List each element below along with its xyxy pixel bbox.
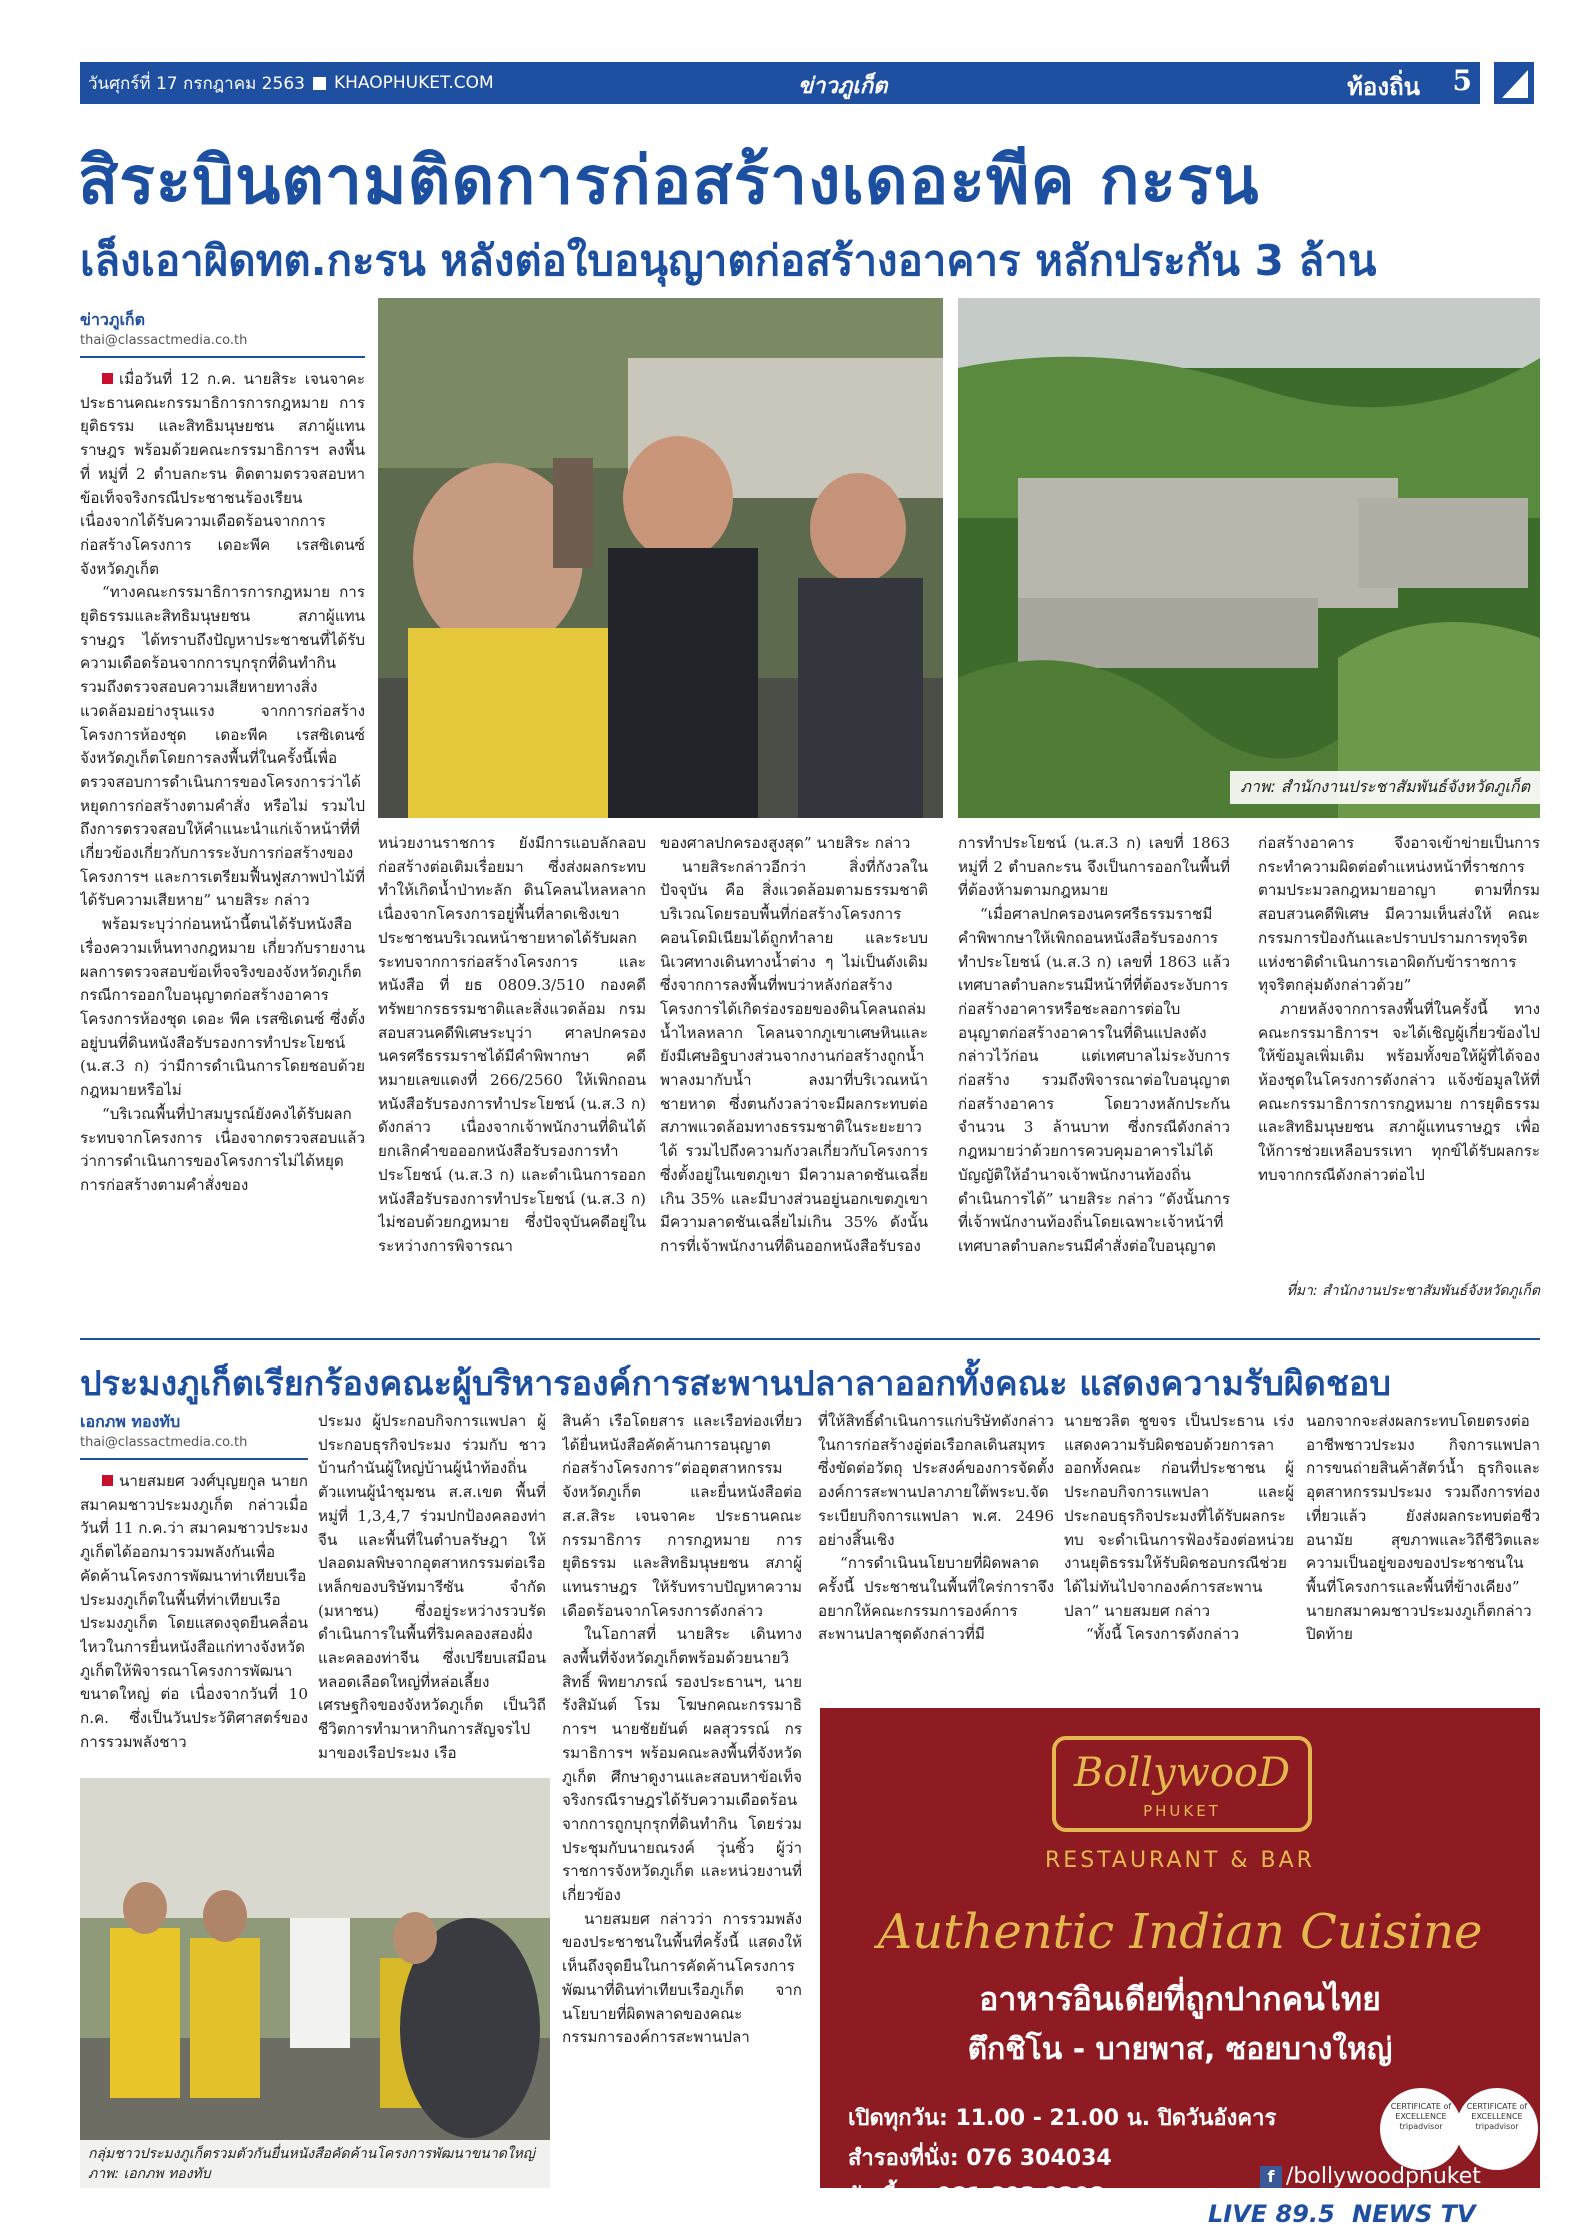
paragraph: นายสมยศ กล่าวว่า การรวมพลังของประชาชนในพื้นที่ครั้งนี้ แสดงให้เห็นถึงจุดยืนในการคัดค้านโครงการพัฒนาที่ดินท่าเทียบเรือภูเก็ต จากนโยบายที่ผิดพลาดของคณะกรรมการองค์การสะพานปลา xyxy=(562,1909,802,2047)
paragraph: “การดำเนินนโยบายที่ผิดพลาดครั้งนี้ ประชาชนในพื้นที่ใคร่การาจึงอยากให้คณะกรรมการองค์การสะพานปลาชุดดังกล่าวที่มี xyxy=(818,1554,1054,1644)
facebook-handle: /bollywoodphuket xyxy=(1286,2164,1481,2189)
paragraph: “บริเวณพื้นที่ป่าสมบูรณ์ยังคงได้รับผลกระทบจากโครงการ เนื่องจากตรวจสอบแล้วว่าการดำเนินการของโครงการไม่ได้หยุดการก่อสร้างตามคำสั่งของ xyxy=(80,1104,365,1194)
paragraph: หน่วยงานราชการ ยังมีการแอบลักลอบก่อสร้างต่อเติมเรื่อยมา ซึ่งส่งผลกระทบทำให้เกิดน้ำป่าทะลัก ดินโคลนไหลหลากเนื่องจากโครงการอยู่พื้นที่ลาดเชิงเขา ประชาชนบริเวณหน้าชายหาดได้รับผลกระทบจากการก่อสร้างโครงการ และหนังสือ ที่ ยธ 0809.3/510 กองคดีทรัพยากรธรรมชาติและสิ่งแวดล้อม กรมสอบสวนคดีพิเศษระบุว่า ศาลปกครองนครศรีธรรมราชได้มีคำพิพากษา คดีหมายเลขแดงที่ 266/2560 ให้เพิกถอนหนังสือรับรองการทำประโยชน์ (น.ส.3 ก) ดังกล่าว เนื่องจากเจ้าพนักงานที่ดินได้ยกเลิกคำขอออกหนังสือรับรองการทำประโยชน์ (น.ส.3 ก) และดำเนินการออกหนังสือรับรองการทำประโยชน์ (น.ส.3 ก) ไม่ชอบด้วยกฎหมาย ซึ่งปัจจุบันคดีอยู่ในระหว่างการพิจารณา xyxy=(378,834,646,1255)
story-separator xyxy=(80,1338,1540,1340)
story1-column-2 xyxy=(378,832,646,1324)
ad-tagline: RESTAURANT & BAR xyxy=(1045,1848,1315,1873)
story2-column-1 xyxy=(80,1470,308,1770)
paragraph: พร้อมระบุว่าก่อนหน้านี้ตนได้รับหนังสือเรื่องความเห็นทางกฎหมาย เกี่ยวกับรายงานผลการตรวจสอบข้อเท็จจริงของจังหวัดภูเก็ต กรณีการออกใบอนุญาตก่อสร้างอาคารโครงการห้องชุด เดอะ พีค เรสซิเดนซ์ ซึ่งตั้งอยู่บนที่ดินหนังสือรับรองการทำประโยชน์ (น.ส.3 ก) ว่ามีการดำเนินการโดยชอบด้วยกฎหมายหรือไม่ xyxy=(80,915,365,1100)
author-email[interactable]: thai@classactmedia.co.th xyxy=(80,333,248,348)
paragraph: ภายหลังจากการลงพื้นที่ในครั้งนี้ ทางคณะกรรมาธิการฯ จะได้เชิญผู้เกี่ยวข้องไปให้ข้อมูลเพิ่มเติม พร้อมทั้งขอให้ผู้ที่ได้จองห้องชุดในโครงการดังกล่าว แจ้งข้อมูลให้ที่คณะกรรมาธิการการกฎหมาย การยุติธรรม และสิทธิมนุษยชน สภาผู้แทนราษฎร เพื่อให้การช่วยเหลือบรรเทา ทุกข์ได้รับผลกระทบจากกรณีดังกล่าวต่อไป xyxy=(1258,999,1540,1184)
story2-headline: ประมงภูเก็ตเรียกร้องคณะผู้บริหารองค์การสะพานปลาลาออกทั้งคณะ แสดงความรับผิดชอบ xyxy=(80,1364,1391,1404)
source-credit: ที่มา: สำนักงานประชาสัมพันธ์จังหวัดภูเก็ต xyxy=(1286,1283,1540,1299)
story1-column-1 xyxy=(80,368,365,1323)
byline-rule xyxy=(80,356,365,358)
masthead-bar xyxy=(80,62,1480,104)
ad-facebook[interactable] xyxy=(1260,2164,1481,2189)
ad-opening-hours: เปิดทุกวัน: 11.00 - 21.00 น. ปิดวันอังคาร xyxy=(848,2106,1277,2131)
subheadline: เล็งเอาผิดทต.กะรน หลังต่อใบอนุญาตก่อสร้างอาคาร หลักประกัน 3 ล้าน xyxy=(80,236,1377,285)
corner-arrow-icon xyxy=(1494,62,1534,104)
paragraph: “เมื่อศาลปกครองนครศรีธรรมราชมีคำพิพากษาให้เพิกถอนหนังสือรับรองการทำประโยชน์ (น.ส.3 ก) เลขที่ 1863 แล้ว เทศบาลตำบลกะรนมีหน้าที่ที่ต้องระงับการก่อสร้างอาคารหรือชะลอการต่อใบอนุญาตก่อสร้างอาคารในที่ดินแปลงดังกล่าวไว้ก่อน แต่เทศบาลไม่ระงับการก่อสร้าง รวมถึงพิจารณาต่อใบอนุญาตก่อสร้างอาคาร โดยวางหลักประกันจำนวน 3 ล้านบาท ซึ่งกรณีดังกล่าวกฎหมายว่าด้วยการควบคุมอาคารไม่ได้บัญญัติให้อำนาจเจ้าพนักงานท้องถิ่นดำเนินการได้” นายสิระ กล่าว “ดังนั้นการที่เจ้าพนักงานท้องถิ่นโดยเฉพาะเจ้าหน้าที่เทศบาลตำบลกะรนมีคำสั่งต่อใบอนุญาต xyxy=(958,905,1230,1255)
story-start-bullet-icon xyxy=(102,373,113,384)
site-url[interactable]: KHAOPHUKET.COM xyxy=(333,73,494,93)
paragraph: นายชวลิต ชูขจร เป็นประธาน เร่งแสดงความรับผิดชอบด้วยการลาออกทั้งคณะ ก่อนที่ประชาชน ผู้ประกอบกิจการแพปลา และผู้ประกอบธุรกิจประมงที่ได้รับผลกระทบ จะดำเนินการฟ้องร้องต่อหน่วยงานยุติธรรมให้รับผิดชอบกรณีช่วยได้ไม่ทันไปจากองค์การสะพานปลา” นายสมยศ กล่าว xyxy=(1064,1412,1294,1620)
photo-fishermen-protest xyxy=(80,1778,550,2188)
issue-date: วันศุกร์ที่ 17 กรกฎาคม 2563 xyxy=(88,73,305,94)
separator-square-icon xyxy=(313,77,326,90)
paragraph xyxy=(80,1470,308,1754)
author-email[interactable]: thai@classactmedia.co.th xyxy=(80,1435,248,1450)
story1-column-4 xyxy=(958,832,1230,1324)
paragraph: สินค้า เรือโดยสาร และเรือท่องเที่ยว ได้ยื่นหนังสือคัดค้านการอนุญาตก่อสร้างโครงการ“ต่ออุตสาหกรรมจังหวัดภูเก็ต และยื่นหนังสือต่อ ส.ส.สิระ เจนจาคะ ประธานคณะกรรมาธิการ การกฎหมาย การยุติธรรม และสิทธิมนุษยชน สภาผู้แทนราษฎร ให้รับทราบปัญหาความเดือดร้อนจากโครงการดังกล่าว xyxy=(562,1412,802,1620)
paragraph-text: นายสมยศ วงศ์บุญยกูล นายกสมาคมชาวประมงภูเก็ต กล่าวเมื่อวันที่ 11 ก.ค.ว่า สมาคมชาวประมงภูเก็ตได้ออกมารวมพลังกันเพื่อคัดค้านโครงการพัฒนาท่าเทียบเรือประมงภูเก็ตในพื้นที่ท่าเทียบเรือประมงภูเก็ต โดยแสดงจุดยืนคลื่อนไหวในการยื่นหนังสือแก่ทางจังหวัดภูเก็ตให้พิจารณาโครงการพัฒนาขนาดใหญ่ ต่อ เนื่องจากวันที่ 10 ก.ค. ซึ่งเป็นวันประวัติศาสตร์ของการรวมพลังชาว xyxy=(80,1472,308,1751)
paragraph: “ทั้งนี้ โครงการดังกล่าว xyxy=(1086,1625,1240,1644)
tripadvisor-badge-icon: CERTIFICATE of EXCELLENCE tripadvisor xyxy=(1380,2088,1462,2170)
paragraph: ในโอกาสที่ นายสิระ เดินทางลงพื้นที่จังหวัดภูเก็ตพร้อมด้วยนายวิสิทธิ์ พิทยาภรณ์ รองประธานฯ, นายรังสิมันต์ โรม โฆษกคณะกรรมาธิการฯ นายชัยยันต์ ผลสุวรรณ์ กรรมาธิการฯ พร้อมคณะลงพื้นที่จังหวัดภูเก็ต ศึกษาดูงานและสอบหาข้อเท็จจริงกรณีราษฎรได้รับความเดือดร้อนจากการถูกบุกรุกที่ดินทำกิน โดยร่วมประชุมกับนายณรงค์ วุ่นซิ้ว ผู้ว่าราชการจังหวัดภูเก็ต และหน่วยงานที่เกี่ยวข้อง xyxy=(562,1625,802,1905)
paragraph: การทำประโยชน์ (น.ส.3 ก) เลขที่ 1863 หมู่ที่ 2 ตำบลกะรน จึงเป็นการออกในพื้นที่ที่ต้องห้ามตามกฎหมาย xyxy=(958,834,1230,900)
paragraph xyxy=(80,368,365,581)
story2-column-2 xyxy=(318,1410,546,1770)
story2-column-5 xyxy=(1064,1410,1294,1690)
story2-column-3 xyxy=(562,1410,802,2200)
bollywood-advertisement[interactable] xyxy=(820,1708,1540,2209)
paragraph: ประมง ผู้ประกอบกิจการแพปลา ผู้ประกอบธุรกิจประมง ร่วมกับ ชาวบ้านกำนันผู้ใหญ่บ้านผู้นำท้องถิ่น ตัวแทนผู้นำชุมชน ส.ส.เขต พื้นที่ หมู่ที่ 1,3,4,7 ร่วมปกป้องคลองท่าจีน และพื้นที่ในตำบลรัษฎา ให้ปลอดมลพิษจากอุตสาหกรรมต่อเรือเหล็กของบริษัทมารีซัน จำกัด (มหาชน) ซึ่งอยู่ระหว่างรวบรัดดำเนินการในพื้นที่ริมคลองสองฝั่งและคลองท่าจีน ซึ่งเปรียบเสมือนหลอดเลือดใหญ่ที่หล่อเลี้ยงเศรษฐกิจของจังหวัดภูเก็ต เป็นวิถีชีวิตการทำมาหากินการสัญจรไปมาของเรือประมง เรือ xyxy=(318,1412,546,1762)
photo-caption: กลุ่มชาวประมงภูเก็ตรวมตัวกันยื่นหนังสือคัดค้านโครงการพัฒนาขนาดใหญ่ ภาพ: เอกภพ ทองทับ xyxy=(80,2140,550,2188)
live-radio-logo: LIVE 89.5 xyxy=(1208,2200,1335,2228)
paragraph: นอกจากจะส่งผลกระทบโดยตรงต่ออาชีพชาวประมง กิจการแพปลา การขนถ่ายสินค้าสัตว์น้ำ ธุรกิจและอุตสาหกรรมประมง รวมถึงการท่องเที่ยวแล้ว ยังส่งผลกระทบต่อชีวอนามัย สุขภาพและวิถีชีวิตและความเป็นอยู่ของของประชาชนในพื้นที่โครงการและพื้นที่ข้างเคียง” นายกสมาคมชาวประมงภูเก็ตกล่าวปิดท้าย xyxy=(1306,1412,1540,1644)
section-name: ท้องถิ่น xyxy=(1347,73,1420,101)
story-start-bullet-icon xyxy=(102,1475,113,1486)
byline xyxy=(80,308,365,358)
story1-column-3 xyxy=(660,832,928,1324)
tripadvisor-badge-icon: CERTIFICATE of EXCELLENCE tripadvisor xyxy=(1456,2088,1538,2170)
paragraph: “ทางคณะกรรมาธิการการกฎหมาย การยุติธรรมและสิทธิมนุษยชน สภาผู้แทนราษฎร ได้ทราบถึงปัญหาประชาชนที่ได้รับความเดือดร้อนจากการบุกรุกที่ดินทำกิน รวมถึงตรวจสอบความเสียหายทางสิ่งแวดล้อมอย่างรุนแรง จากการก่อสร้างโครงการห้องชุด เดอะพีค เรสซิเดนซ์ จังหวัดภูเก็ตโดยการลงพื้นที่ในครั้งนี้เพื่อตรวจสอบการดำเนินการของโครงการว่าได้หยุดการก่อสร้างตามคำสั่ง หรือไม่ รวมไปถึงการตรวจสอบให้คำแนะนำแก่เจ้าหน้าที่ที่เกี่ยวข้องเกี่ยวกับการระงับการก่อสร้างของโครงการฯ และการเตรียมฟื้นฟูสภาพป่าไม้ที่ได้รับความเสียหาย” นายสิระ กล่าว xyxy=(80,583,365,910)
ad-catering-phone[interactable]: จัดเลี้ยง: 081 892 9208 xyxy=(848,2184,1105,2209)
byline-rule xyxy=(80,1458,308,1460)
author-name: ข่าวภูเก็ต xyxy=(80,310,145,329)
story2-column-4 xyxy=(818,1410,1054,1690)
story2-column-6 xyxy=(1306,1410,1540,1690)
story2-byline xyxy=(80,1410,308,1460)
paragraph: ของศาลปกครองสูงสุด” นายสิระ กล่าว xyxy=(660,834,911,852)
ad-cuisine: Authentic Indian Cuisine xyxy=(877,1904,1483,1960)
logo-text: BollywooD xyxy=(1073,1750,1291,1796)
ad-location: ตึกชิโน - บายพาส, ซอยบางใหญ่ xyxy=(967,2032,1393,2067)
paragraph: ที่ให้สิทธิ์ดำเนินการแก่บริษัทดังกล่าว ในการก่อสร้างอู่ต่อเรือกลเดินสมุทร ซึ่งขัดต่อวัตถุ ประสงค์ของการจัดตั้งองค์การสะพานปลาภายใต้พระบ.จัดระเบียบกิจการแพปลา พ.ศ. 2496 อย่างสิ้นเชิง xyxy=(818,1412,1054,1549)
logo-subtext: PHUKET xyxy=(1143,1802,1221,1820)
paragraph: ก่อสร้างอาคาร จึงอาจเข้าข่ายเป็นการกระทำความผิดต่อตำแหน่งหน้าที่ราชการ ตามประมวลกฎหมายอาญา ตามที่กรมสอบสวนคดีพิเศษ มีความเห็นส่งให้ คณะกรรมการป้องกันและปราบปรามการทุจริตแห่งชาติดำเนินการเอาผิดกับข้าราชการทุจริตกลุ่มดังกล่าวด้วย” xyxy=(1258,834,1540,995)
paragraph-text: เมื่อวันที่ 12 ก.ค. นายสิระ เจนจาคะ ประธานคณะกรรมาธิการการกฎหมาย การยุติธรรม และสิทธิมนุษยชน สภาผู้แทนราษฎร พร้อมด้วยคณะกรรมาธิการฯ ลงพื้นที่ หมู่ที่ 2 ตำบลกะรน ติดตามตรวจสอบหาข้อเท็จจริงกรณีประชาชนร้องเรียน เนื่องจากได้รับความเดือดร้อนจากการก่อสร้างโครงการ เดอะพีค เรสซิเดนซ์ จังหวัดภูเก็ต xyxy=(80,370,365,578)
paragraph: นายสิระกล่าวอีกว่า สิ่งที่กังวลในปัจจุบัน คือ สิ่งแวดล้อมตามธรรมชาติบริเวณโดยรอบพื้นที่ก่อสร้างโครงการคอนโดมิเนียมได้ถูกทำลาย และระบบนิเวศทางเดินทางน้ำต่าง ๆ ไม่เป็นดังเดิม ซึ่งจากการลงพื้นที่พบว่าหลังก่อสร้างโครงการได้เกิดร่องรอยของดินโคลนถล่ม น้ำไหลหลาก โคลนจากภูเขาเศษหินและยังมีเศษอิฐบางส่วนจากงานก่อสร้างถูกน้ำพาลงมากับน้ำ ลงมาที่บริเวณหน้าชายหาด ซึ่งตนกังวลว่าจะมีผลกระทบต่อสภาพแวดล้อมทางธรรมชาติในระยะยาวได้ รวมไปถึงความกังวลเกี่ยวกับโครงการซึ่งตั้งอยู่ในเขตภูเขา มีความลาดชันเฉลี่ยเกิน 35% และมีบางส่วนอยู่นอกเขตภูเขามีความลาดชันเฉลี่ยไม่เกิน 35% ดังนั้นการที่เจ้าพนักงานที่ดินออกหนังสือรับรอง xyxy=(660,857,928,1255)
photo-construction-site xyxy=(958,298,1540,818)
headline: สิระบินตามติดการก่อสร้างเดอะพีค กะรน xyxy=(78,142,1260,219)
ad-thai-slogan: อาหารอินเดียที่ถูกปากคนไทย xyxy=(979,1980,1381,2018)
author-name: เอกภพ ทองทับ xyxy=(80,1412,181,1431)
facebook-icon: f xyxy=(1260,2166,1282,2188)
publication-logo: ข่าวภูเก็ต xyxy=(798,73,888,99)
news-tv-logo: NEWS TV xyxy=(1352,2200,1476,2228)
ad-reservation-phone[interactable]: สำรองที่นั่ง: 076 304034 xyxy=(848,2146,1112,2171)
photo-officials-visit xyxy=(378,298,943,818)
bollywood-logo xyxy=(1052,1736,1312,1832)
story1-column-5 xyxy=(1258,832,1540,1282)
photo-caption: ภาพ: สำนักงานประชาสัมพันธ์จังหวัดภูเก็ต xyxy=(1230,771,1540,804)
page-number: 5 xyxy=(1452,64,1472,97)
